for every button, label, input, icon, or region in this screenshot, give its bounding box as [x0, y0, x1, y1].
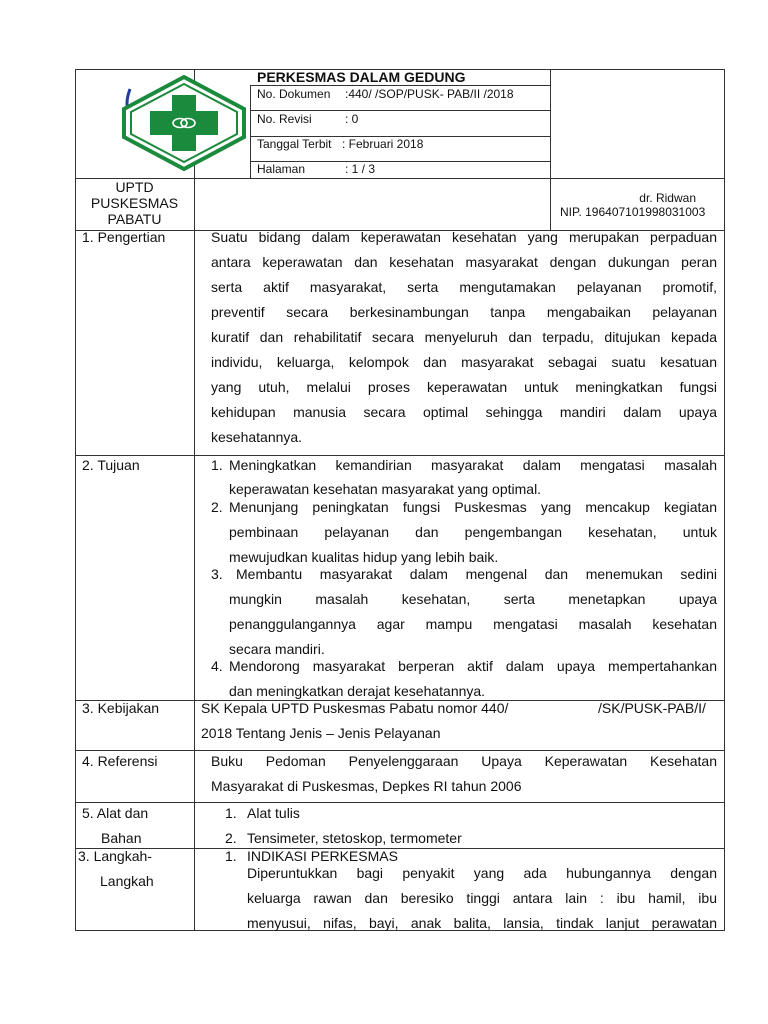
puskesmas-logo-icon: [120, 75, 248, 171]
grid-line: [250, 110, 550, 111]
list-number: 2.: [211, 499, 223, 515]
section-label-alat: 5. Alat dan: [82, 805, 149, 821]
list-item: Tensimeter, stetoskop, termometer: [247, 830, 462, 846]
org-line-3: PABATU: [107, 211, 162, 227]
section-label-pengertian: 1. Pengertian: [82, 229, 166, 245]
list-number: 3.: [211, 566, 223, 582]
list-number: 1.: [225, 848, 237, 864]
text-line: Diperuntukkan bagi penyakit yang ada hubungannya dengan: [247, 865, 717, 881]
issue-date-label: Tanggal Terbit: [257, 137, 332, 151]
org-line-2: PUSKESMAS: [90, 195, 179, 211]
list-item-continued: pembinaan pelayanan dan pengembangan kesehatan, untuk: [229, 524, 717, 540]
referensi-text-line1: Buku Pedoman Penyelenggaraan Upaya Keperawatan Kesehatan: [211, 753, 717, 769]
section-label-kebijakan: 3. Kebijakan: [82, 700, 160, 716]
grid-line: [550, 69, 551, 231]
referensi-text-line2: Masyarakat di Puskesmas, Depkes RI tahun 2006: [211, 778, 522, 794]
kebijakan-text-start: SK Kepala UPTD Puskesmas Pabatu nomor 440/: [201, 700, 509, 716]
list-item-continued: penanggulangannya agar mampu mengatasi masalah kesehatan: [229, 616, 717, 632]
list-number: 1.: [225, 805, 237, 821]
text-line: kesehatannya.: [211, 429, 303, 445]
list-item-continued: dan meningkatkan derajat kesehatannya.: [229, 683, 486, 699]
section-label-langkah: 3. Langkah-: [78, 848, 152, 864]
section-label-alat-line2: Bahan: [101, 830, 142, 846]
text-line: preventif secara berkesinambungan tanpa mengabaikan pelayanan: [211, 304, 717, 320]
text-line: Suatu bidang dalam keperawatan kesehatan yang merupakan perpaduan: [211, 229, 717, 245]
grid-line: [250, 85, 550, 86]
langkah-heading: INDIKASI PERKESMAS: [247, 848, 398, 864]
list-item-continued: secara mandiri.: [229, 641, 325, 657]
page-label: Halaman: [257, 162, 306, 176]
section-label-tujuan: 2. Tujuan: [82, 457, 140, 473]
list-item: Meningkatkan kemandirian masyarakat dalam mengatasi masalah: [229, 457, 717, 473]
section-label-referensi: 4. Referensi: [82, 753, 158, 769]
text-line: serta aktif masyarakat, serta mengutamakan pelayanan promotif,: [211, 279, 717, 295]
grid-line: [194, 230, 195, 931]
kebijakan-text-end: /SK/PUSK-PAB/I/: [598, 700, 706, 716]
doc-number-value: :440/ /SOP/PUSK- PAB/II /2018: [345, 87, 514, 101]
list-item: Membantu masyarakat dalam mengenal dan menemukan sedini: [236, 566, 717, 582]
revision-value: : 0: [345, 112, 359, 126]
list-number: 1.: [211, 457, 223, 473]
list-item-continued: mewujudkan kualitas hidup yang lebih baik.: [229, 549, 499, 565]
text-line: individu, keluarga, kelompok dan masyarakat sebagai suatu kesatuan: [211, 354, 717, 370]
issue-date-value: : Februari 2018: [342, 137, 424, 151]
list-item: Menunjang peningkatan fungsi Puskesmas yang mencakup kegiatan: [229, 499, 717, 515]
text-line: antara keperawatan dan kesehatan masyarakat dengan dukungan peran: [211, 254, 717, 270]
document-title: PERKESMAS DALAM GEDUNG: [257, 69, 466, 85]
text-line: yang utuh, melalui proses keperawatan untuk meningkatkan fungsi: [211, 379, 717, 395]
list-item: Alat tulis: [247, 805, 300, 821]
list-item-continued: mungkin masalah kesehatan, serta menetapkan upaya: [229, 591, 717, 607]
signer-nip: NIP. 196407101998031003: [560, 205, 706, 219]
doc-number-label: No. Dokumen: [257, 87, 331, 101]
text-line: kuratif dan rehabilitatif secara menyeluruh dan terpadu, ditujukan kepada: [211, 329, 717, 345]
list-number: 4.: [211, 658, 223, 674]
org-line-1: UPTD: [115, 179, 154, 195]
page-value: : 1 / 3: [345, 162, 376, 176]
text-line: menyusui, nifas, bayi, anak balita, lansia, tindak lanjut perawatan: [247, 915, 717, 931]
section-label-langkah-line2: Langkah: [100, 873, 154, 889]
grid-line: [250, 85, 251, 178]
list-item: Mendorong masyarakat berperan aktif dalam upaya mempertahankan: [229, 658, 717, 674]
signer-name: dr. Ridwan: [639, 191, 696, 205]
kebijakan-text-line2: 2018 Tentang Jenis – Jenis Pelayanan: [201, 725, 441, 741]
text-line: kehidupan manusia secara optimal sehingga mandiri dalam upaya: [211, 404, 717, 420]
list-item-continued: keperawatan kesehatan masyarakat yang optimal.: [229, 481, 542, 497]
list-number: 2.: [225, 830, 237, 846]
revision-label: No. Revisi: [257, 112, 312, 126]
text-line: keluarga rawan dan beresiko tinggi antara lain : ibu hamil, ibu: [247, 890, 717, 906]
grid-line: [75, 802, 725, 803]
